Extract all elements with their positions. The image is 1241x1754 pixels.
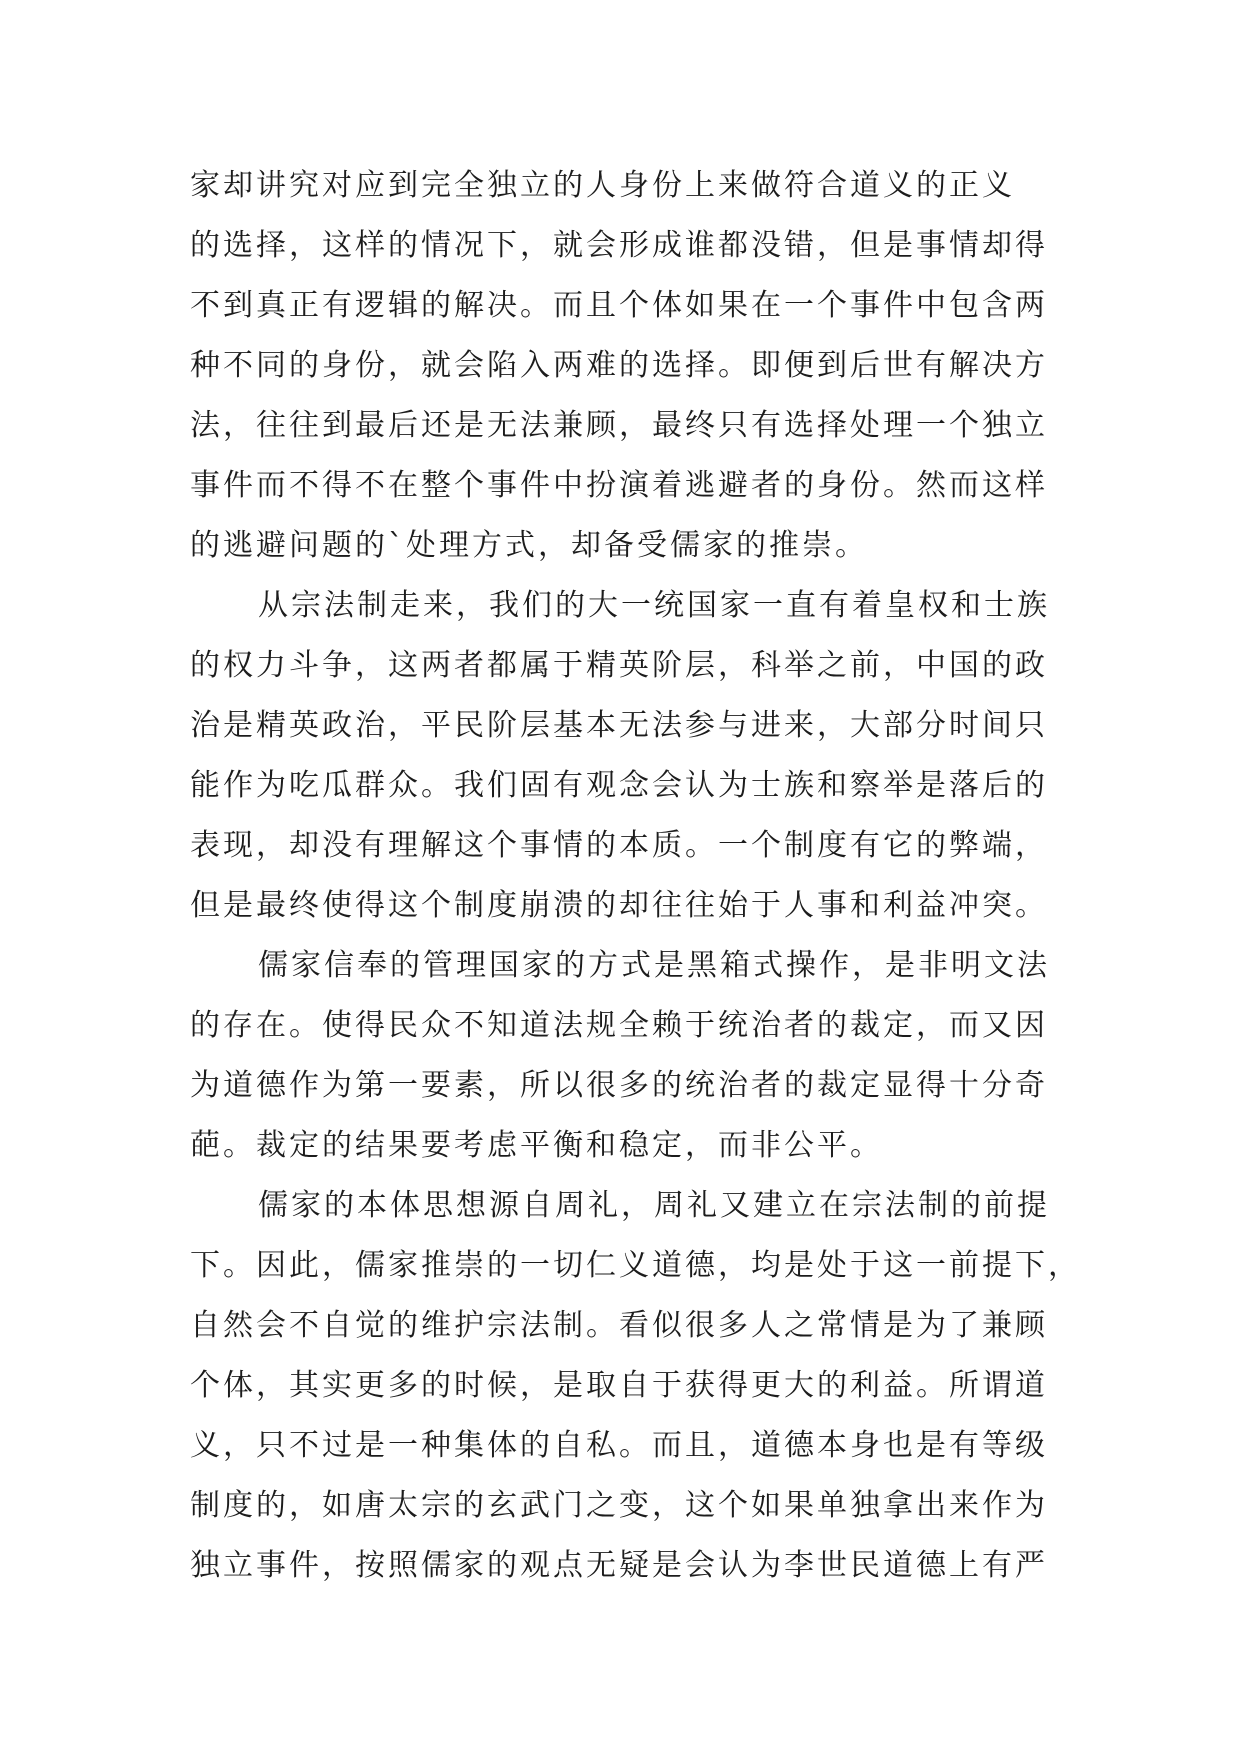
text-line: 的选择，这样的情况下，就会形成谁都没错，但是事情却得 [190,228,1048,263]
text-line: 治是精英政治，平民阶层基本无法参与进来，大部分时间只 [190,708,1048,743]
text-line: 事件而不得不在整个事件中扮演着逃避者的身份。然而这样 [190,468,1048,503]
text-line: 表现，却没有理解这个事情的本质。一个制度有它的弊端， [190,828,1048,863]
text-line: 自然会不自觉的维护宗法制。看似很多人之常情是为了兼顾 [190,1308,1048,1343]
paragraph-start-line: 从宗法制走来，我们的大一统国家一直有着皇权和士族 [258,588,1050,623]
text-line: 独立事件，按照儒家的观点无疑是会认为李世民道德上有严 [190,1548,1048,1583]
text-line: 的权力斗争，这两者都属于精英阶层，科举之前，中国的政 [190,648,1048,683]
text-line: 制度的，如唐太宗的玄武门之变，这个如果单独拿出来作为 [190,1488,1048,1523]
text-line: 的逃避问题的`处理方式，却备受儒家的推崇。 [190,528,868,563]
text-line: 下。因此，儒家推崇的一切仁义道德，均是处于这一前提下， [190,1248,1081,1283]
text-line: 家却讲究对应到完全独立的人身份上来做符合道义的正义 [190,168,1015,203]
text-line: 但是最终使得这个制度崩溃的却往往始于人事和利益冲突。 [190,888,1048,923]
text-line: 义，只不过是一种集体的自私。而且，道德本身也是有等级 [190,1428,1048,1463]
text-line: 葩。裁定的结果要考虑平衡和稳定，而非公平。 [190,1128,883,1163]
body-text [190,156,1081,1596]
text-line: 能作为吃瓜群众。我们固有观念会认为士族和察举是落后的 [190,768,1048,803]
text-line: 法，往往到最后还是无法兼顾，最终只有选择处理一个独立 [190,408,1048,443]
text-line: 为道德作为第一要素，所以很多的统治者的裁定显得十分奇 [190,1068,1048,1103]
text-line: 的存在。使得民众不知道法规全赖于统治者的裁定，而又因 [190,1008,1048,1043]
paragraph-start-line: 儒家的本体思想源自周礼，周礼又建立在宗法制的前提 [258,1188,1050,1223]
text-line: 个体，其实更多的时候，是取自于获得更大的利益。所谓道 [190,1368,1048,1403]
text-line: 不到真正有逻辑的解决。而且个体如果在一个事件中包含两 [190,288,1048,323]
paragraph-start-line: 儒家信奉的管理国家的方式是黑箱式操作，是非明文法 [258,948,1050,983]
text-line: 种不同的身份，就会陷入两难的选择。即便到后世有解决方 [190,348,1048,383]
